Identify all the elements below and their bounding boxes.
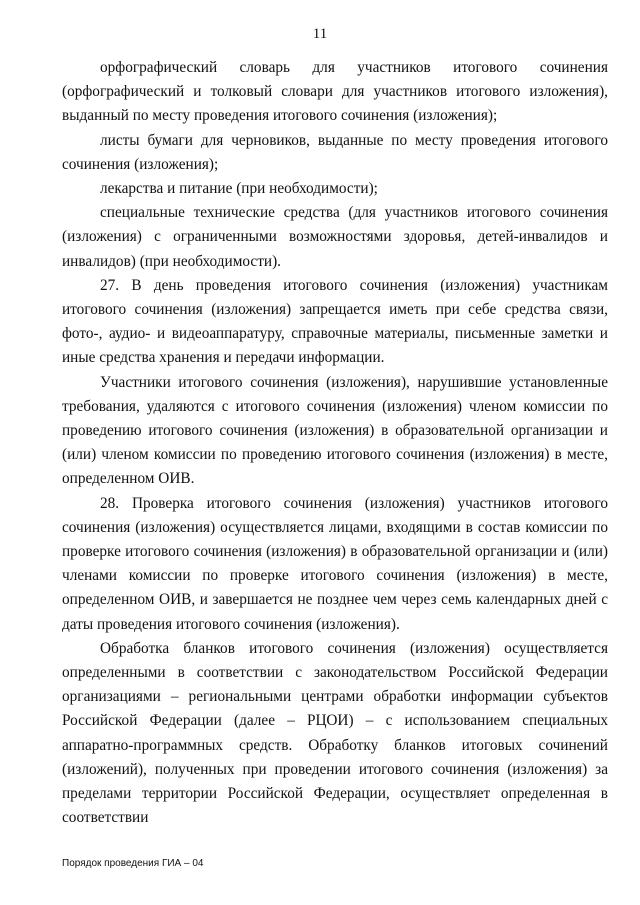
paragraph-item-28: 28. Проверка итогового сочинения (изложения) участников итогового сочинения (изложения) осуществляется лицами, входящими в состав комиссии по проверке итогового сочинения (изложения) в образовательной организации и (или) членами комиссии по проверке итогового сочинения (изложения) в месте, определенном ОИВ, и завершается не позднее чем через семь календарных дней с даты проведения итогового сочинения (изложения). xyxy=(62,494,608,633)
paragraph-item-27: 27. В день проведения итогового сочинения (изложения) участникам итогового сочинения (изложения) запрещается иметь при себе средства связи, фото-, аудио- и видеоаппаратуру, справочные материалы, письменные заметки и иные средства хранения и передачи информации. xyxy=(62,276,608,367)
paragraph-special-equipment: специальные технические средства (для участников итогового сочинения (изложения) с ограниченными возможностями здоровья, детей-инвалидов и инвалидов) (при необходимости). xyxy=(62,204,608,270)
page-number: 11 xyxy=(312,26,328,42)
paragraph-removal: Участники итогового сочинения (изложения), нарушившие установленные требования, удаляются с итогового сочинения (изложения) членом комиссии по проведению итогового сочинения (изложения) в образовательной организации и (или) членом комиссии по проведению итогового сочинения (изложения) в месте, определенном ОИВ. xyxy=(62,373,608,488)
document-body xyxy=(62,56,608,831)
page-footer: Порядок проведения ГИА – 04 xyxy=(62,858,204,869)
paragraph-medicine: лекарства и питание (при необходимости); xyxy=(100,180,378,198)
paragraph-dictionary: орфографический словарь для участников итогового сочинения (орфографический и толковый словари для участников итогового изложения), выданный по месту проведения итогового сочинения (изложения); xyxy=(62,59,608,125)
paragraph-draft-sheets: листы бумаги для черновиков, выданные по месту проведения итогового сочинения (изложения); xyxy=(62,131,608,173)
paragraph-form-processing: Обработка бланков итогового сочинения (изложения) осуществляется определенными в соответствии с законодательством Российской Федерации организациями – региональными центрами обработки информации субъектов Российской Федерации (далее – РЦОИ) – с использованием специальных аппаратно-программных средств. Обработку бланков итоговых сочинений (изложений), полученных при проведении итогового сочинения (изложения) за пределами территории Российской Федерации, осуществляет определенная в соответствии xyxy=(62,639,608,827)
